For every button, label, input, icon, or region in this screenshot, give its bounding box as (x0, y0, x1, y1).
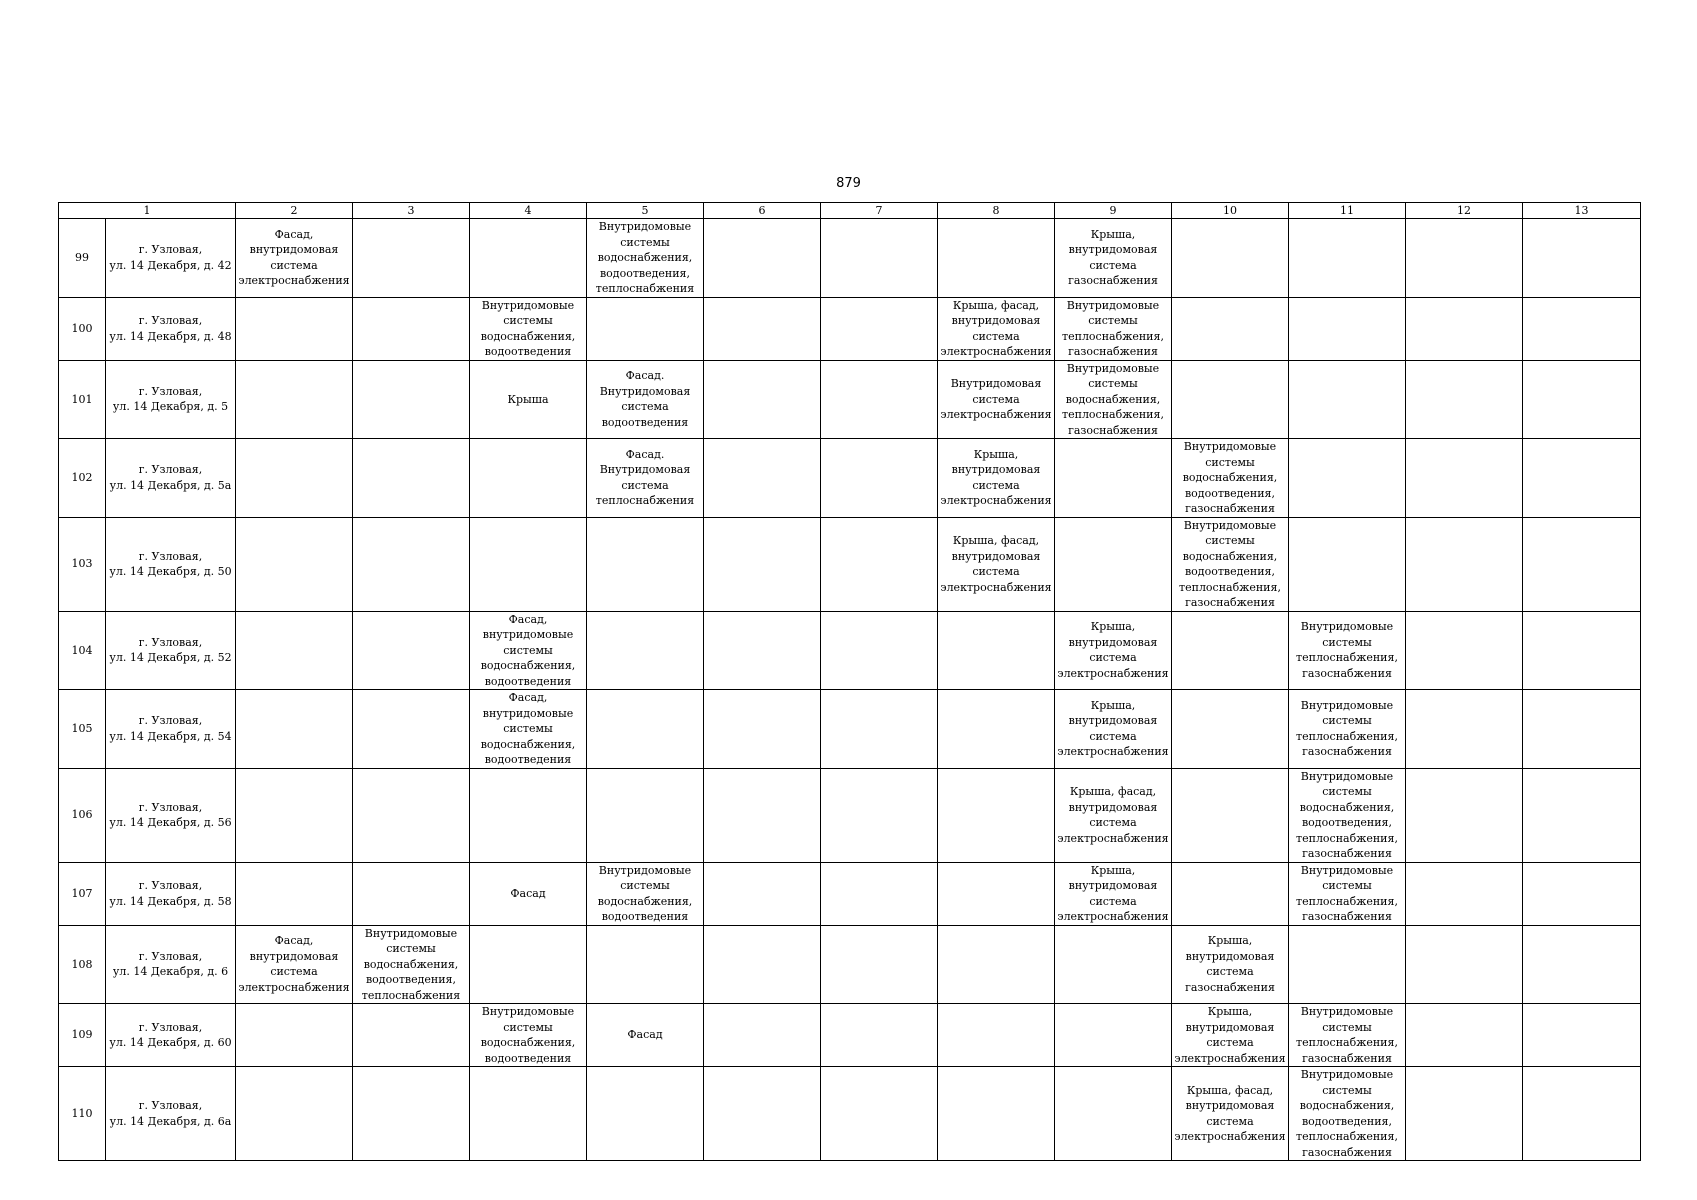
col-9-cell (1055, 439, 1172, 518)
col-5-cell (587, 1004, 704, 1067)
col-10-cell (1172, 862, 1289, 925)
col-12-cell (1406, 690, 1523, 769)
col-7-cell (821, 297, 938, 360)
row-number (59, 862, 106, 925)
col-5-cell (587, 439, 704, 518)
table-row (59, 219, 1641, 298)
col-5-cell-text: Фасад. Внутридомовая система теплоснабжения (595, 447, 695, 508)
col-11-cell (1289, 297, 1406, 360)
col-8-cell (938, 768, 1055, 862)
col-7-cell (821, 862, 938, 925)
row-number (59, 297, 106, 360)
column-header: 1 (59, 203, 236, 219)
col-13-cell (1523, 768, 1641, 862)
col-3-cell (353, 360, 470, 439)
col-8-cell (938, 517, 1055, 611)
col-9-cell (1055, 690, 1172, 769)
col-7-cell (821, 768, 938, 862)
row-number-text: 108 (71, 957, 93, 971)
row-number-text: 105 (71, 722, 93, 735)
col-9-cell-text: Крыша, внутридомовая система электроснабжения (1057, 620, 1169, 680)
col-5-cell (587, 768, 704, 862)
address-cell (106, 439, 236, 518)
col-8-cell-text: Внутридомовая система электроснабжения (940, 377, 1052, 421)
col-2-cell (236, 517, 353, 611)
col-10-cell-text: Крыша, внутридомовая система газоснабжения (1185, 934, 1275, 994)
table-row (59, 439, 1641, 518)
col-6-cell (704, 862, 821, 925)
col-9-cell-text: Крыша, внутридомовая система газоснабжения (1068, 227, 1158, 288)
address-cell (106, 297, 236, 360)
col-6-cell (704, 611, 821, 690)
table-row (59, 690, 1641, 769)
col-3-cell-text: Внутридомовые системы водоснабжения, водоотведения, теплоснабжения (361, 926, 461, 1002)
col-6-cell (704, 1004, 821, 1067)
col-9-cell (1055, 360, 1172, 439)
col-12-cell (1406, 1004, 1523, 1067)
row-number-text: 100 (71, 321, 93, 335)
col-12-cell (1406, 360, 1523, 439)
col-3-cell (353, 768, 470, 862)
col-10-cell (1172, 611, 1289, 690)
col-6-cell (704, 768, 821, 862)
col-7-cell (821, 360, 938, 439)
col-6-cell (704, 219, 821, 298)
row-number (59, 360, 106, 439)
row-number-text: 106 (71, 808, 93, 822)
column-header: 12 (1406, 203, 1523, 219)
row-number (59, 439, 106, 518)
col-13-cell (1523, 1067, 1641, 1161)
col-7-cell (821, 219, 938, 298)
col-11-cell-text: Внутридомовые системы водоснабжения, водоотведения, теплоснабжения, газоснабжения (1296, 1068, 1398, 1159)
col-10-cell (1172, 360, 1289, 439)
col-11-cell (1289, 768, 1406, 862)
address-cell-text: г. Узловая, ул. 14 Декабря, д. 50 (109, 549, 232, 578)
col-8-cell (938, 360, 1055, 439)
col-6-cell (704, 297, 821, 360)
col-11-cell (1289, 439, 1406, 518)
col-7-cell (821, 690, 938, 769)
col-13-cell (1523, 690, 1641, 769)
col-10-cell-text: Крыша, внутридомовая система электроснабжения (1174, 1005, 1286, 1065)
address-cell-text: г. Узловая, ул. 14 Декабря, д. 42 (109, 243, 232, 272)
col-2-cell (236, 1004, 353, 1067)
address-cell (106, 517, 236, 611)
col-12-cell (1406, 611, 1523, 690)
col-13-cell (1523, 297, 1641, 360)
col-6-cell (704, 517, 821, 611)
col-13-cell (1523, 517, 1641, 611)
col-12-cell (1406, 768, 1523, 862)
col-5-cell (587, 690, 704, 769)
col-10-cell (1172, 690, 1289, 769)
col-11-cell-text: Внутридомовые системы водоснабжения, водоотведения, теплоснабжения, газоснабжения (1296, 769, 1398, 860)
column-header: 6 (704, 203, 821, 219)
col-9-cell-text: Крыша, внутридомовая система электроснабжения (1057, 698, 1169, 759)
table-row (59, 862, 1641, 925)
col-3-cell (353, 517, 470, 611)
row-number-text: 99 (75, 251, 89, 264)
col-6-cell (704, 360, 821, 439)
row-number-text: 103 (71, 557, 93, 571)
row-number (59, 1067, 106, 1161)
col-2-cell (236, 768, 353, 862)
col-3-cell (353, 925, 470, 1004)
column-header: 7 (821, 203, 938, 219)
col-4-cell (470, 219, 587, 298)
col-10-cell (1172, 925, 1289, 1004)
col-5-cell (587, 1067, 704, 1161)
col-9-cell (1055, 611, 1172, 690)
col-5-cell (587, 360, 704, 439)
address-cell-text: г. Узловая, ул. 14 Декабря, д. 5а (109, 463, 232, 492)
row-number-text: 109 (71, 1028, 93, 1042)
col-5-cell (587, 517, 704, 611)
address-cell-text: г. Узловая, ул. 14 Декабря, д. 58 (109, 879, 232, 908)
row-number-text: 107 (71, 886, 93, 900)
col-7-cell (821, 1067, 938, 1161)
col-11-cell (1289, 690, 1406, 769)
address-cell (106, 1067, 236, 1161)
col-4-cell-text: Фасад, внутридомовые системы водоснабжения, водоотведения (480, 691, 576, 766)
col-7-cell (821, 517, 938, 611)
col-9-cell (1055, 925, 1172, 1004)
col-5-cell-text: Фасад. Внутридомовая система водоотведения (599, 369, 691, 429)
address-cell (106, 611, 236, 690)
col-13-cell (1523, 611, 1641, 690)
col-5-cell (587, 611, 704, 690)
col-12-cell (1406, 517, 1523, 611)
address-cell-text: г. Узловая, ул. 14 Декабря, д. 48 (109, 314, 232, 343)
col-4-cell (470, 297, 587, 360)
col-2-cell (236, 925, 353, 1004)
col-4-cell (470, 1067, 587, 1161)
col-11-cell-text: Внутридомовые системы теплоснабжения, газоснабжения (1296, 1005, 1398, 1065)
col-10-cell (1172, 517, 1289, 611)
col-9-cell-text: Крыша, внутридомовая система электроснабжения (1057, 863, 1169, 923)
col-4-cell-text: Фасад, внутридомовые системы водоснабжения, водоотведения (480, 612, 576, 688)
col-13-cell (1523, 862, 1641, 925)
col-11-cell-text: Внутридомовые системы теплоснабжения, газоснабжения (1296, 698, 1398, 759)
col-5-cell-text: Фасад (627, 1028, 663, 1042)
col-4-cell (470, 862, 587, 925)
address-cell-text: г. Узловая, ул. 14 Декабря, д. 60 (109, 1020, 232, 1049)
table-row (59, 611, 1641, 690)
col-5-cell (587, 925, 704, 1004)
col-4-cell (470, 768, 587, 862)
col-10-cell (1172, 219, 1289, 298)
col-5-cell (587, 297, 704, 360)
col-4-cell (470, 925, 587, 1004)
col-11-cell-text: Внутридомовые системы теплоснабжения, газоснабжения (1296, 863, 1398, 923)
column-header: 2 (236, 203, 353, 219)
col-9-cell (1055, 768, 1172, 862)
col-13-cell (1523, 360, 1641, 439)
col-10-cell (1172, 297, 1289, 360)
address-cell-text: г. Узловая, ул. 14 Декабря, д. 56 (109, 800, 232, 829)
table-row (59, 768, 1641, 862)
column-header: 5 (587, 203, 704, 219)
column-header: 13 (1523, 203, 1641, 219)
col-4-cell (470, 360, 587, 439)
col-8-cell (938, 297, 1055, 360)
address-cell (106, 1004, 236, 1067)
column-header: 8 (938, 203, 1055, 219)
col-10-cell (1172, 439, 1289, 518)
col-6-cell (704, 690, 821, 769)
column-header: 4 (470, 203, 587, 219)
row-number-text: 101 (71, 392, 93, 406)
col-10-cell (1172, 768, 1289, 862)
table-row (59, 297, 1641, 360)
col-3-cell (353, 219, 470, 298)
col-11-cell (1289, 360, 1406, 439)
repair-schedule-table (58, 202, 1641, 1161)
col-4-cell (470, 517, 587, 611)
column-header: 3 (353, 203, 470, 219)
row-number (59, 1004, 106, 1067)
address-cell-text: г. Узловая, ул. 14 Декабря, д. 52 (109, 635, 232, 665)
col-4-cell (470, 611, 587, 690)
col-8-cell (938, 1004, 1055, 1067)
col-7-cell (821, 439, 938, 518)
col-5-cell-text: Внутридомовые системы водоснабжения, водоотведения, теплоснабжения (595, 220, 695, 295)
col-8-cell-text: Крыша, внутридомовая система электроснабжения (940, 447, 1052, 508)
col-6-cell (704, 925, 821, 1004)
col-2-cell (236, 862, 353, 925)
col-3-cell (353, 611, 470, 690)
row-number (59, 690, 106, 769)
col-10-cell-text: Крыша, фасад, внутридомовая система электроснабжения (1174, 1083, 1286, 1143)
col-4-cell-text: Внутридомовые системы водоснабжения, водоотведения (480, 1005, 576, 1065)
col-10-cell-text: Внутридомовые системы водоснабжения, водоотведения, газоснабжения (1182, 440, 1278, 515)
col-9-cell (1055, 517, 1172, 611)
col-8-cell (938, 925, 1055, 1004)
col-5-cell (587, 219, 704, 298)
col-13-cell (1523, 219, 1641, 298)
address-cell (106, 690, 236, 769)
col-11-cell (1289, 219, 1406, 298)
col-9-cell-text: Внутридомовые системы теплоснабжения, газоснабжения (1062, 298, 1164, 358)
col-4-cell-text: Крыша (507, 392, 549, 406)
col-2-cell (236, 611, 353, 690)
col-10-cell (1172, 1067, 1289, 1161)
col-11-cell (1289, 517, 1406, 611)
address-cell (106, 925, 236, 1004)
col-2-cell-text: Фасад, внутридомовая система электроснабжения (238, 934, 350, 994)
col-11-cell (1289, 1004, 1406, 1067)
col-6-cell (704, 439, 821, 518)
address-cell (106, 360, 236, 439)
address-cell (106, 768, 236, 862)
col-7-cell (821, 925, 938, 1004)
table-row (59, 517, 1641, 611)
col-2-cell (236, 439, 353, 518)
col-3-cell (353, 690, 470, 769)
col-3-cell (353, 1004, 470, 1067)
address-cell-text: г. Узловая, ул. 14 Декабря, д. 6 (112, 949, 229, 979)
col-12-cell (1406, 1067, 1523, 1161)
row-number-text: 110 (71, 1106, 93, 1120)
col-2-cell (236, 1067, 353, 1161)
col-12-cell (1406, 439, 1523, 518)
col-9-cell-text: Внутридомовые системы водоснабжения, теплоснабжения, газоснабжения (1062, 361, 1164, 437)
col-4-cell-text: Фасад (510, 886, 546, 900)
column-header: 11 (1289, 203, 1406, 219)
col-8-cell (938, 439, 1055, 518)
address-cell-text: г. Узловая, ул. 14 Декабря, д. 54 (109, 714, 232, 743)
col-6-cell (704, 1067, 821, 1161)
col-2-cell-text: Фасад, внутридомовая система электроснабжения (238, 227, 350, 288)
col-9-cell (1055, 297, 1172, 360)
col-9-cell (1055, 1004, 1172, 1067)
table-row (59, 1004, 1641, 1067)
col-8-cell (938, 611, 1055, 690)
row-number-text: 104 (71, 643, 93, 657)
col-12-cell (1406, 297, 1523, 360)
col-4-cell (470, 1004, 587, 1067)
col-13-cell (1523, 1004, 1641, 1067)
row-number (59, 219, 106, 298)
row-number (59, 768, 106, 862)
col-7-cell (821, 611, 938, 690)
col-9-cell (1055, 1067, 1172, 1161)
row-number (59, 611, 106, 690)
col-11-cell (1289, 925, 1406, 1004)
col-2-cell (236, 690, 353, 769)
col-11-cell-text: Внутридомовые системы теплоснабжения, газоснабжения (1296, 620, 1398, 680)
col-12-cell (1406, 862, 1523, 925)
column-header: 9 (1055, 203, 1172, 219)
col-11-cell (1289, 1067, 1406, 1161)
table-body (59, 219, 1641, 1161)
row-number (59, 517, 106, 611)
table-row (59, 360, 1641, 439)
col-4-cell (470, 690, 587, 769)
header-row (59, 203, 1641, 219)
col-3-cell (353, 297, 470, 360)
col-8-cell (938, 862, 1055, 925)
table-row (59, 1067, 1641, 1161)
row-number-text: 102 (71, 471, 93, 484)
col-2-cell (236, 219, 353, 298)
col-8-cell (938, 1067, 1055, 1161)
address-cell (106, 219, 236, 298)
col-2-cell (236, 360, 353, 439)
col-8-cell (938, 219, 1055, 298)
row-number (59, 925, 106, 1004)
col-4-cell-text: Внутридомовые системы водоснабжения, водоотведения (480, 298, 576, 358)
col-3-cell (353, 862, 470, 925)
col-12-cell (1406, 219, 1523, 298)
table-row (59, 925, 1641, 1004)
col-3-cell (353, 439, 470, 518)
col-9-cell (1055, 862, 1172, 925)
col-12-cell (1406, 925, 1523, 1004)
col-11-cell (1289, 611, 1406, 690)
col-3-cell (353, 1067, 470, 1161)
address-cell-text: г. Узловая, ул. 14 Декабря, д. 6а (109, 1099, 232, 1128)
address-cell (106, 862, 236, 925)
col-5-cell (587, 862, 704, 925)
col-10-cell-text: Внутридомовые системы водоснабжения, водоотведения, теплоснабжения, газоснабжения (1179, 518, 1281, 609)
col-9-cell-text: Крыша, фасад, внутридомовая система электроснабжения (1057, 785, 1169, 845)
col-8-cell-text: Крыша, фасад, внутридомовая система электроснабжения (940, 298, 1052, 358)
col-2-cell (236, 297, 353, 360)
col-9-cell (1055, 219, 1172, 298)
col-8-cell-text: Крыша, фасад, внутридомовая система электроснабжения (940, 534, 1052, 594)
page-number: 879 (836, 176, 861, 191)
col-8-cell (938, 690, 1055, 769)
col-10-cell (1172, 1004, 1289, 1067)
column-header: 10 (1172, 203, 1289, 219)
col-13-cell (1523, 925, 1641, 1004)
col-5-cell-text: Внутридомовые системы водоснабжения, водоотведения (597, 863, 693, 923)
col-4-cell (470, 439, 587, 518)
col-7-cell (821, 1004, 938, 1067)
col-11-cell (1289, 862, 1406, 925)
col-13-cell (1523, 439, 1641, 518)
address-cell-text: г. Узловая, ул. 14 Декабря, д. 5 (112, 384, 229, 414)
